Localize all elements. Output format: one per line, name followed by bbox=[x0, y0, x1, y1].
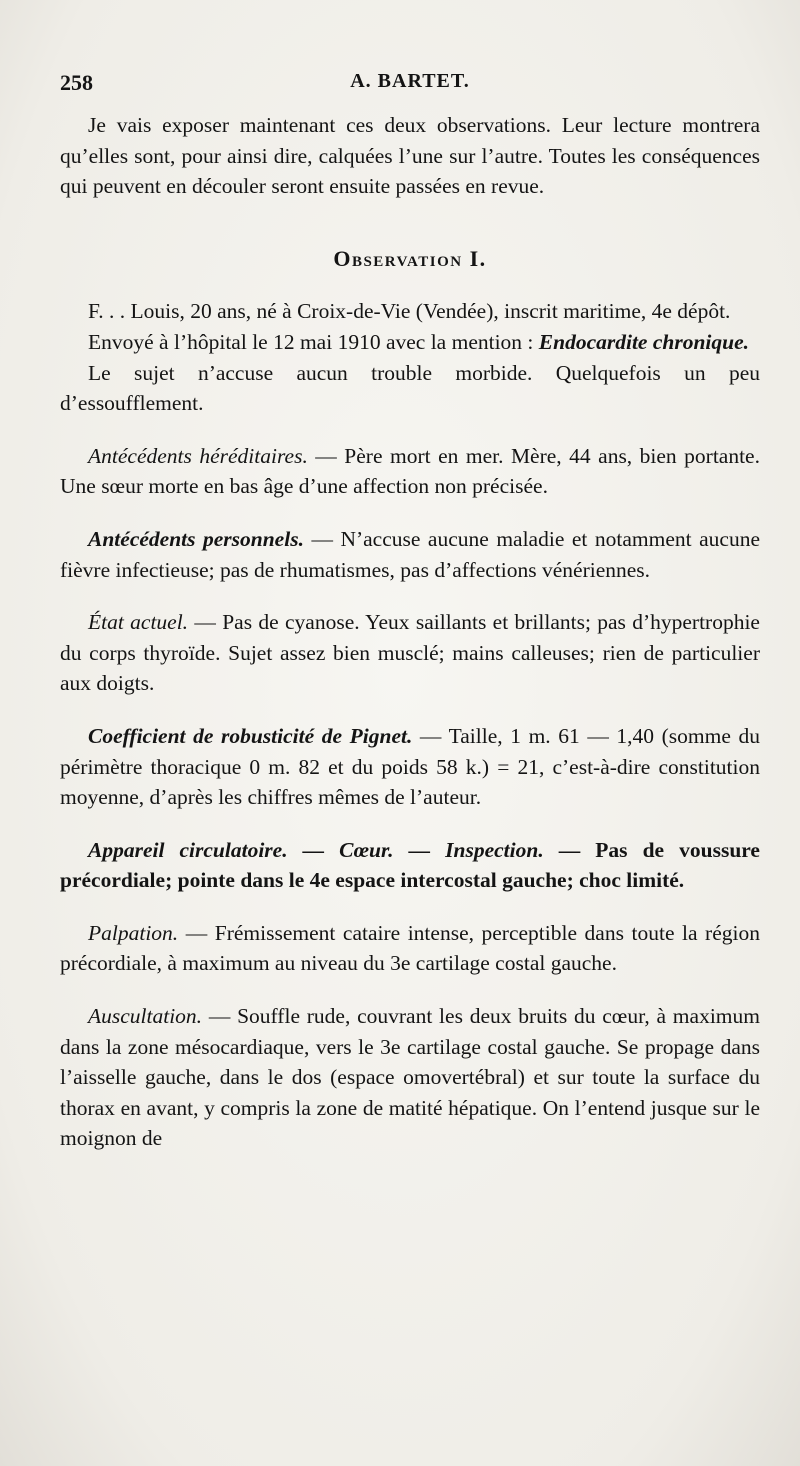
section-auscultation bbox=[60, 1001, 760, 1154]
sent-text: Envoyé à l’hôpital le 12 mai 1910 avec la mention : bbox=[88, 329, 539, 354]
section-lead: Antécédents héréditaires. bbox=[88, 443, 308, 468]
section-heredity bbox=[60, 441, 760, 502]
intro-paragraph: Je vais exposer maintenant ces deux observations. Leur lecture montrera qu’elles sont, pour ainsi dire, calquées l’une sur l’autre. Toutes les conséquences qui peuvent en découler seront ensuite passées en revue. bbox=[60, 113, 760, 199]
identity-paragraph: F. . . Louis, 20 ans, né à Croix-de-Vie (Vendée), inscrit maritime, 4e dépôt. bbox=[88, 299, 731, 324]
section-robustness bbox=[60, 721, 760, 813]
section-text: — Pas de voussure précordiale; pointe dans le 4e espace intercostal gauche; choc limité. bbox=[60, 837, 760, 893]
section-personal bbox=[60, 524, 760, 585]
sent-mention: Endocardite chronique. bbox=[538, 329, 750, 354]
section-lead: Coefficient de robusticité de Pignet. bbox=[88, 723, 413, 748]
section-text: — Pas de cyanose. Yeux saillants et brillants; pas d’hypertrophie du corps thyroïde. Sujet assez bien musclé; mains calleuses; rien de particulier aux doigts. bbox=[60, 610, 760, 696]
section-text: — Frémissement cataire intense, perceptible dans toute la région précordiale, à maximum au niveau du 3e cartilage costal gauche. bbox=[60, 920, 760, 976]
section-lead: Auscultation. bbox=[88, 1004, 203, 1029]
observation-title: Observation I. bbox=[333, 245, 487, 271]
page-number: 258 bbox=[60, 70, 93, 95]
section-lead: État actuel. bbox=[88, 610, 189, 635]
running-head: A. BARTET. bbox=[350, 70, 470, 92]
section-current-state bbox=[60, 607, 760, 699]
section-lead: Palpation. bbox=[88, 920, 179, 945]
section-palpation bbox=[60, 918, 760, 979]
page-header bbox=[60, 70, 760, 102]
body-text bbox=[60, 110, 760, 1176]
section-circulatory bbox=[60, 835, 760, 896]
sent-paragraph bbox=[60, 327, 760, 358]
section-lead: Antécédents personnels. bbox=[88, 526, 304, 551]
section-text: — Père mort en mer. Mère, 44 ans, bien portante. Une sœur morte en bas âge d’une affection non précisée. bbox=[60, 443, 760, 499]
section-text: — N’accuse aucune maladie et notamment aucune fièvre infectieuse; pas de rhumatismes, pas d’affections vénériennes. bbox=[60, 526, 760, 582]
section-text: — Taille, 1 m. 61 — 1,40 (somme du périmètre thoracique 0 m. 82 et du poids 58 k.) = 21, c’est-à-dire constitution moyenne, d’après les chiffres mêmes de l’auteur. bbox=[60, 723, 760, 810]
section-lead: Appareil circulatoire. — Cœur. — Inspection. bbox=[88, 837, 544, 862]
section-text: — Souffle rude, couvrant les deux bruits du cœur, à maximum dans la zone mésocardiaque, vers le 3e cartilage costal gauche. Se propage dans l’aisselle gauche, dans le dos (espace omovertébral) et sur toute la surface du thorax en avant, y compris la zone de matité hépatique. On l’entend jusque sur le moignon de bbox=[60, 1004, 760, 1151]
complaint-paragraph: Le sujet n’accuse aucun trouble morbide. Quelquefois un peu d’essoufflement. bbox=[60, 360, 760, 416]
